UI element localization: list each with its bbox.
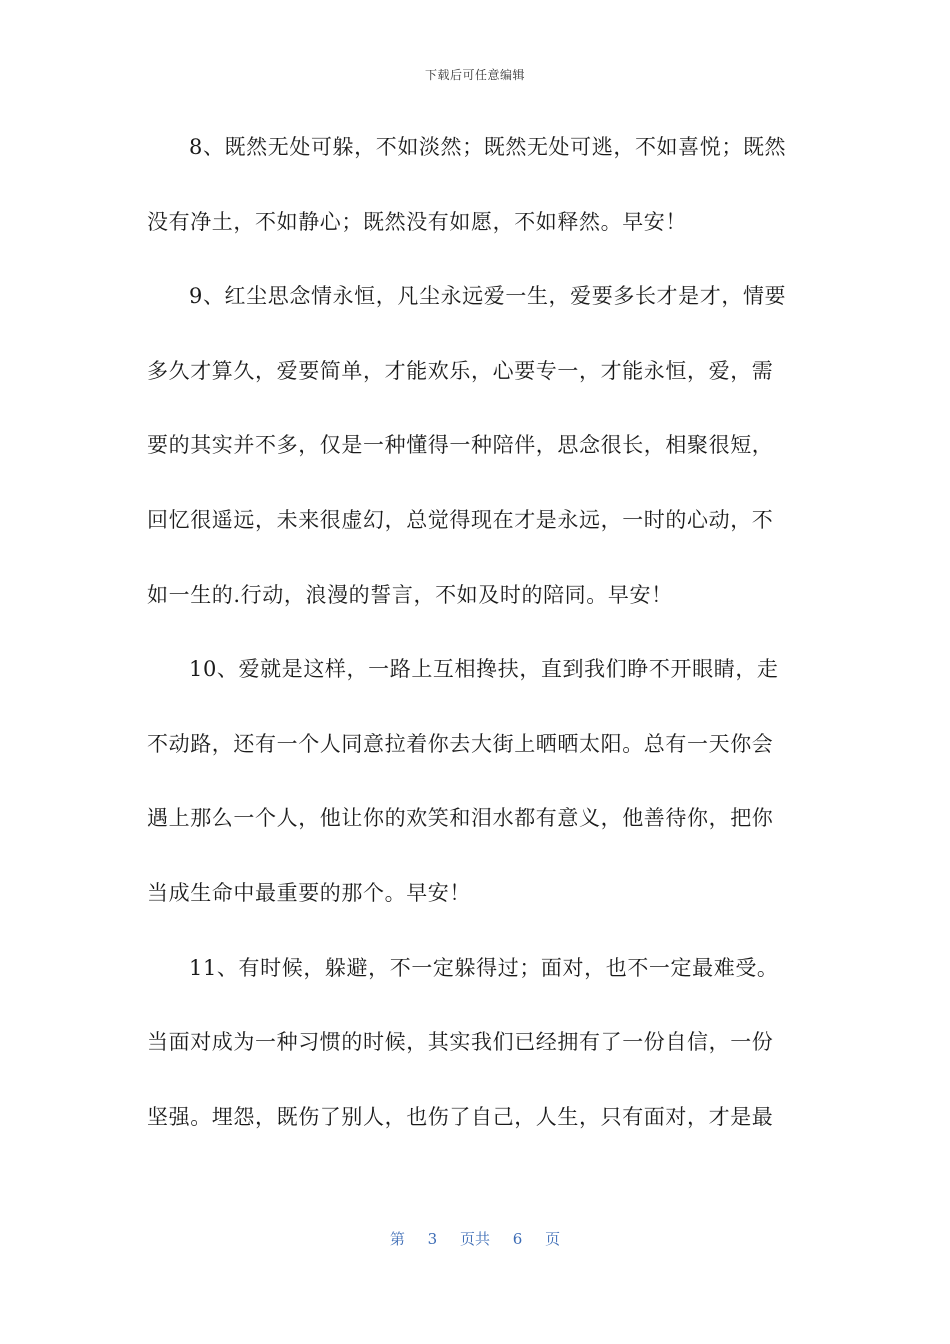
paragraph-9-line-3: 要的其实并不多，仅是一种懂得一种陪伴，思念很长，相聚很短，: [147, 433, 774, 458]
paragraph-9-line-5: 如一生的.行动，浪漫的誓言，不如及时的陪同。早安！: [147, 582, 673, 607]
page-label-mid: 页共: [459, 1230, 490, 1248]
paragraph-10-line-1: 10、爱就是这样，一路上互相搀扶，直到我们睁不开眼睛，走: [189, 657, 779, 682]
paragraph-9-line-2: 多久才算久，爱要简单，才能欢乐，心要专一，才能永恒，爱，需: [147, 358, 774, 383]
paragraph-10-line-3: 遇上那么一个人，他让你的欢笑和泪水都有意义，他善待你，把你: [147, 806, 774, 831]
paragraph-11-line-1: 11、有时候，躲避，不一定躲得过；面对，也不一定最难受。: [189, 955, 779, 980]
paragraph-8-line-2: 没有净土，不如静心；既然没有如愿，不如释然。早安！: [147, 209, 687, 234]
page-header: 下载后可任意编辑: [424, 68, 525, 82]
paragraph-8-line-1: 8、既然无处可躲，不如淡然；既然无处可逃，不如喜悦；既然: [189, 135, 787, 159]
paragraph-11-line-3: 坚强。埋怨，既伤了别人，也伤了自己，人生，只有面对，才是最: [147, 1104, 774, 1129]
paragraph-9-line-4: 回忆很遥远，未来很虚幻，总觉得现在才是永远，一时的心动，不: [147, 507, 774, 532]
paragraph-9-line-1: 9、红尘思念情永恒，凡尘永远爱一生，爱要多长才是才，情要: [189, 284, 787, 309]
document-body: [147, 120, 807, 1164]
paragraph-10-line-4: 当成生命中最重要的那个。早安！: [147, 880, 471, 905]
page-label-suffix: 页: [545, 1230, 561, 1248]
page-footer: [0, 1228, 950, 1249]
page-label-prefix: 第: [389, 1230, 405, 1248]
paragraph-11-line-2: 当面对成为一种习惯的时候，其实我们已经拥有了一份自信，一份: [147, 1030, 774, 1055]
current-page-number: 3: [427, 1230, 438, 1248]
total-pages-number: 6: [512, 1230, 523, 1248]
paragraph-10-line-2: 不动路，还有一个人同意拉着你去大街上晒晒太阳。总有一天你会: [147, 731, 774, 756]
